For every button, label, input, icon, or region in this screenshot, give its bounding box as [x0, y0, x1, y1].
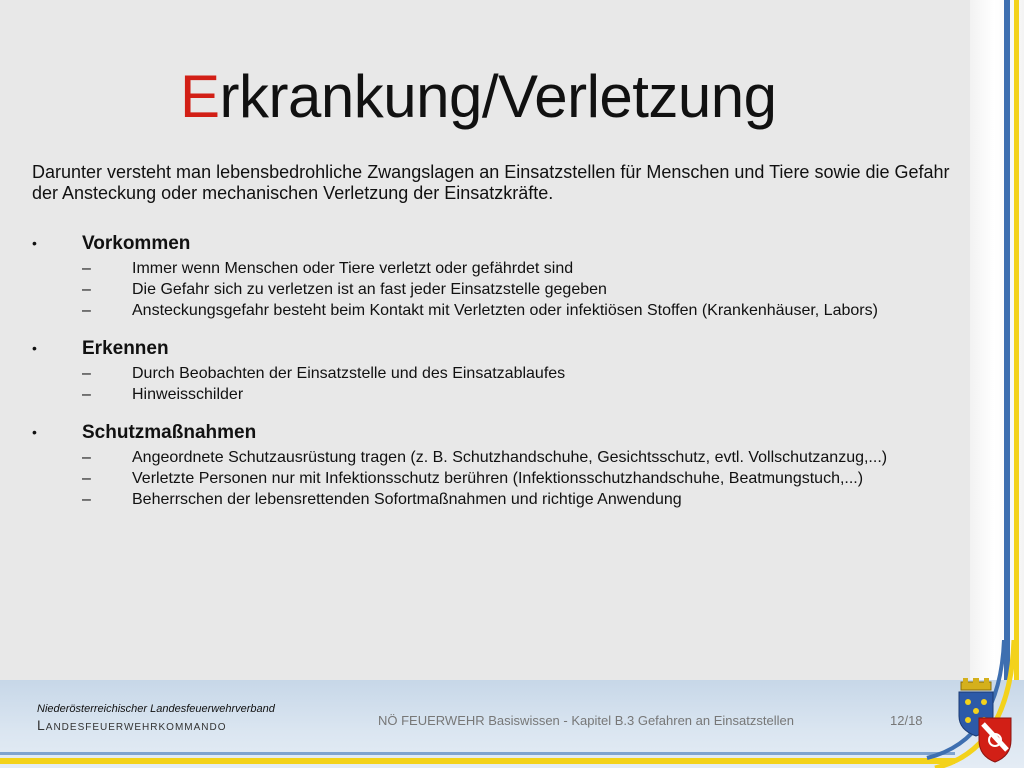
list-item-text: Die Gefahr sich zu verletzen ist an fast jeder Einsatzstelle gegeben: [132, 281, 607, 298]
section-schutzmassnahmen: [32, 422, 952, 509]
section-heading: Erkennen: [82, 338, 169, 359]
content-list: [32, 233, 952, 527]
list-item: [32, 365, 952, 383]
list-item: [32, 470, 952, 488]
title-initial: E: [180, 63, 220, 130]
section-erkennen: [32, 338, 952, 404]
footer-command: Landesfeuerwehrkommando: [37, 717, 227, 733]
footer-organization: Niederösterreichischer Landesfeuerwehrverband: [37, 703, 275, 715]
bullet-symbol: •: [32, 340, 37, 356]
section-heading: Schutzmaßnahmen: [82, 422, 257, 443]
dash-symbol: –: [82, 386, 91, 403]
dash-symbol: –: [82, 260, 91, 277]
slide-title: [180, 62, 900, 132]
list-item: [32, 449, 952, 467]
list-item: [32, 281, 952, 299]
list-item-text: Hinweisschilder: [132, 386, 244, 403]
list-item-text: Ansteckungsgefahr besteht beim Kontakt mit Verletzten oder infektiösen Stoffen (Krankenhäuser, Labors): [132, 302, 878, 319]
bullet-symbol: •: [32, 235, 37, 251]
section-vorkommen: [32, 233, 952, 320]
section-heading: Vorkommen: [82, 233, 191, 254]
list-item: [32, 386, 952, 404]
dash-symbol: –: [82, 302, 91, 319]
list-item-text: Angeordnete Schutzausrüstung tragen (z. B. Schutzhandschuhe, Gesichtsschutz, evtl. Vollschutzanzug,...): [132, 449, 888, 466]
footer-yellow-line: [0, 758, 955, 764]
dash-symbol: –: [82, 470, 91, 487]
footer-chapter: NÖ FEUERWEHR Basiswissen - Kapitel B.3 Gefahren an Einsatzstellen: [378, 713, 794, 728]
list-item-text: Immer wenn Menschen oder Tiere verletzt oder gefährdet sind: [132, 260, 574, 277]
title-rest: rkrankung/Verletzung: [219, 63, 777, 130]
bullet-symbol: •: [32, 424, 37, 440]
dash-symbol: –: [82, 365, 91, 382]
list-item-text: Verletzte Personen nur mit Infektionsschutz berühren (Infektionsschutzhandschuhe, Beatmungstuch,...): [132, 470, 864, 487]
list-item: [32, 302, 952, 320]
list-item-text: Beherrschen der lebensrettenden Sofortmaßnahmen und richtige Anwendung: [132, 491, 682, 508]
list-item-text: Durch Beobachten der Einsatzstelle und des Einsatzablaufes: [132, 365, 566, 382]
footer-page-number: 12/18: [890, 713, 923, 728]
dash-symbol: –: [82, 449, 91, 466]
footer-blue-line: [0, 752, 955, 755]
dash-symbol: –: [82, 281, 91, 298]
intro-paragraph: Darunter versteht man lebensbedrohliche Zwangslagen an Einsatzstellen für Menschen und Tiere sowie die Gefahr der Ansteckung oder mechanischen Verletzung der Einsatzkräfte.: [32, 162, 950, 203]
dash-symbol: –: [82, 491, 91, 508]
coat-of-arms-icon: [953, 678, 1015, 764]
list-item: [32, 260, 952, 278]
list-item: [32, 491, 952, 509]
